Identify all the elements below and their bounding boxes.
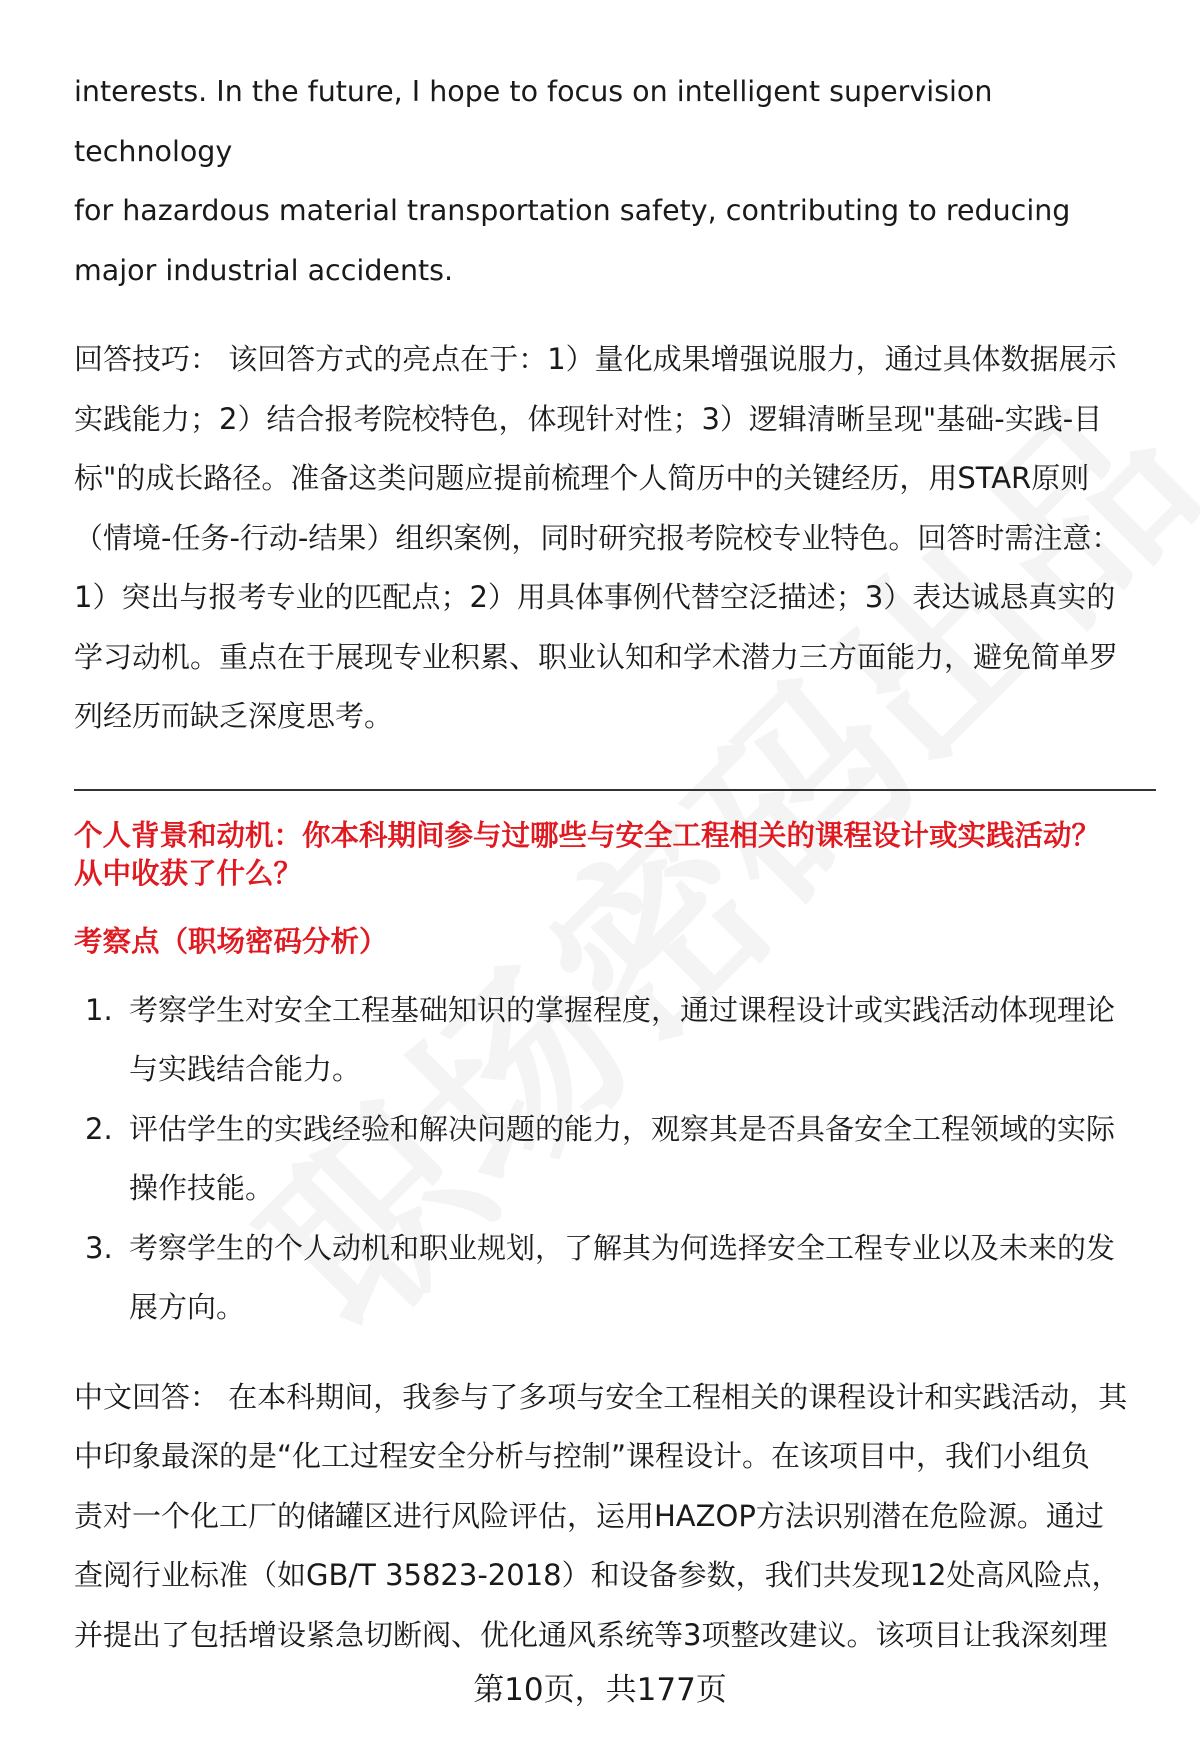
text-line: interests. In the future, I hope to focus on intelligent supervision technology	[74, 75, 993, 168]
list-item-text: 操作技能。	[129, 1171, 275, 1205]
list-item-text: 评估学生的实践经验和解决问题的能力，观察其是否具备安全工程领域的实际	[129, 1111, 1116, 1146]
intro-answer-paragraph	[74, 62, 1156, 300]
list-item-text: 展方向。	[129, 1290, 246, 1324]
chinese-answer-paragraph	[74, 1368, 1156, 1666]
question-line: 个人背景和动机：你本科期间参与过哪些与安全工程相关的课程设计或实践活动？	[74, 818, 1101, 852]
text-line: （情境-任务-行动-结果）组织案例，同时研究报考院校专业特色。回答时需注意：	[74, 520, 1121, 555]
text-line: 责对一个化工厂的储罐区进行风险评估，运用HAZOP方法识别潜在危险源。通过	[74, 1498, 1104, 1533]
text-line: 中印象最深的是“化工过程安全分析与控制”课程设计。在该项目中，我们小组负	[74, 1439, 1091, 1473]
list-item-text: 与实践结合能力。	[129, 1052, 362, 1086]
list-item	[74, 981, 1156, 1100]
section-divider	[74, 789, 1156, 791]
list-number: 3.	[85, 1230, 113, 1265]
list-item-text: 考察学生对安全工程基础知识的掌握程度，通过课程设计或实践活动体现理论	[129, 992, 1116, 1027]
text-line: 并提出了包括增设紧急切断阀、优化通风系统等3项整改建议。该项目让我深刻理	[74, 1617, 1108, 1652]
list-item-text: 考察学生的个人动机和职业规划，了解其为何选择安全工程专业以及未来的发	[129, 1230, 1116, 1265]
text-line: 中文回答： 在本科期间，我参与了多项与安全工程相关的课程设计和实践活动，其	[74, 1379, 1128, 1414]
text-line: for hazardous material transportation safety, contributing to reducing	[74, 194, 1071, 227]
text-line: 学习动机。重点在于展现专业积累、职业认知和学术潜力三方面能力，避免简单罗	[74, 639, 1119, 674]
text-line: 实践能力；2）结合报考院校特色，体现针对性；3）逻辑清晰呈现"基础-实践-目	[74, 401, 1103, 436]
text-line: 1）突出与报考专业的匹配点；2）用具体事例代替空泛描述；3）表达诚恳真实的	[74, 580, 1116, 614]
assessment-points-list	[74, 981, 1156, 1338]
list-number: 1.	[85, 992, 113, 1027]
section-title: 考察点（职场密码分析）	[74, 924, 388, 958]
question-line: 从中收获了什么？	[74, 856, 303, 890]
document-page	[74, 62, 1156, 1665]
question-heading	[74, 817, 1156, 893]
page-footer: 第10页，共177页	[473, 1672, 727, 1708]
text-line: 回答技巧： 该回答方式的亮点在于：1）量化成果增强说服力，通过具体数据展示	[74, 342, 1117, 376]
text-line: 标"的成长路径。准备这类问题应提前梳理个人简历中的关键经历，用STAR原则	[74, 461, 1090, 495]
tips-paragraph	[74, 330, 1156, 747]
list-item	[74, 1219, 1156, 1338]
text-line: 列经历而缺乏深度思考。	[74, 699, 394, 733]
list-number: 2.	[85, 1111, 113, 1146]
list-item	[74, 1100, 1156, 1219]
text-line: 查阅行业标准（如GB/T 35823-2018）和设备参数，我们共发现12处高风险点，	[74, 1558, 1121, 1592]
text-line: major industrial accidents.	[74, 253, 454, 287]
